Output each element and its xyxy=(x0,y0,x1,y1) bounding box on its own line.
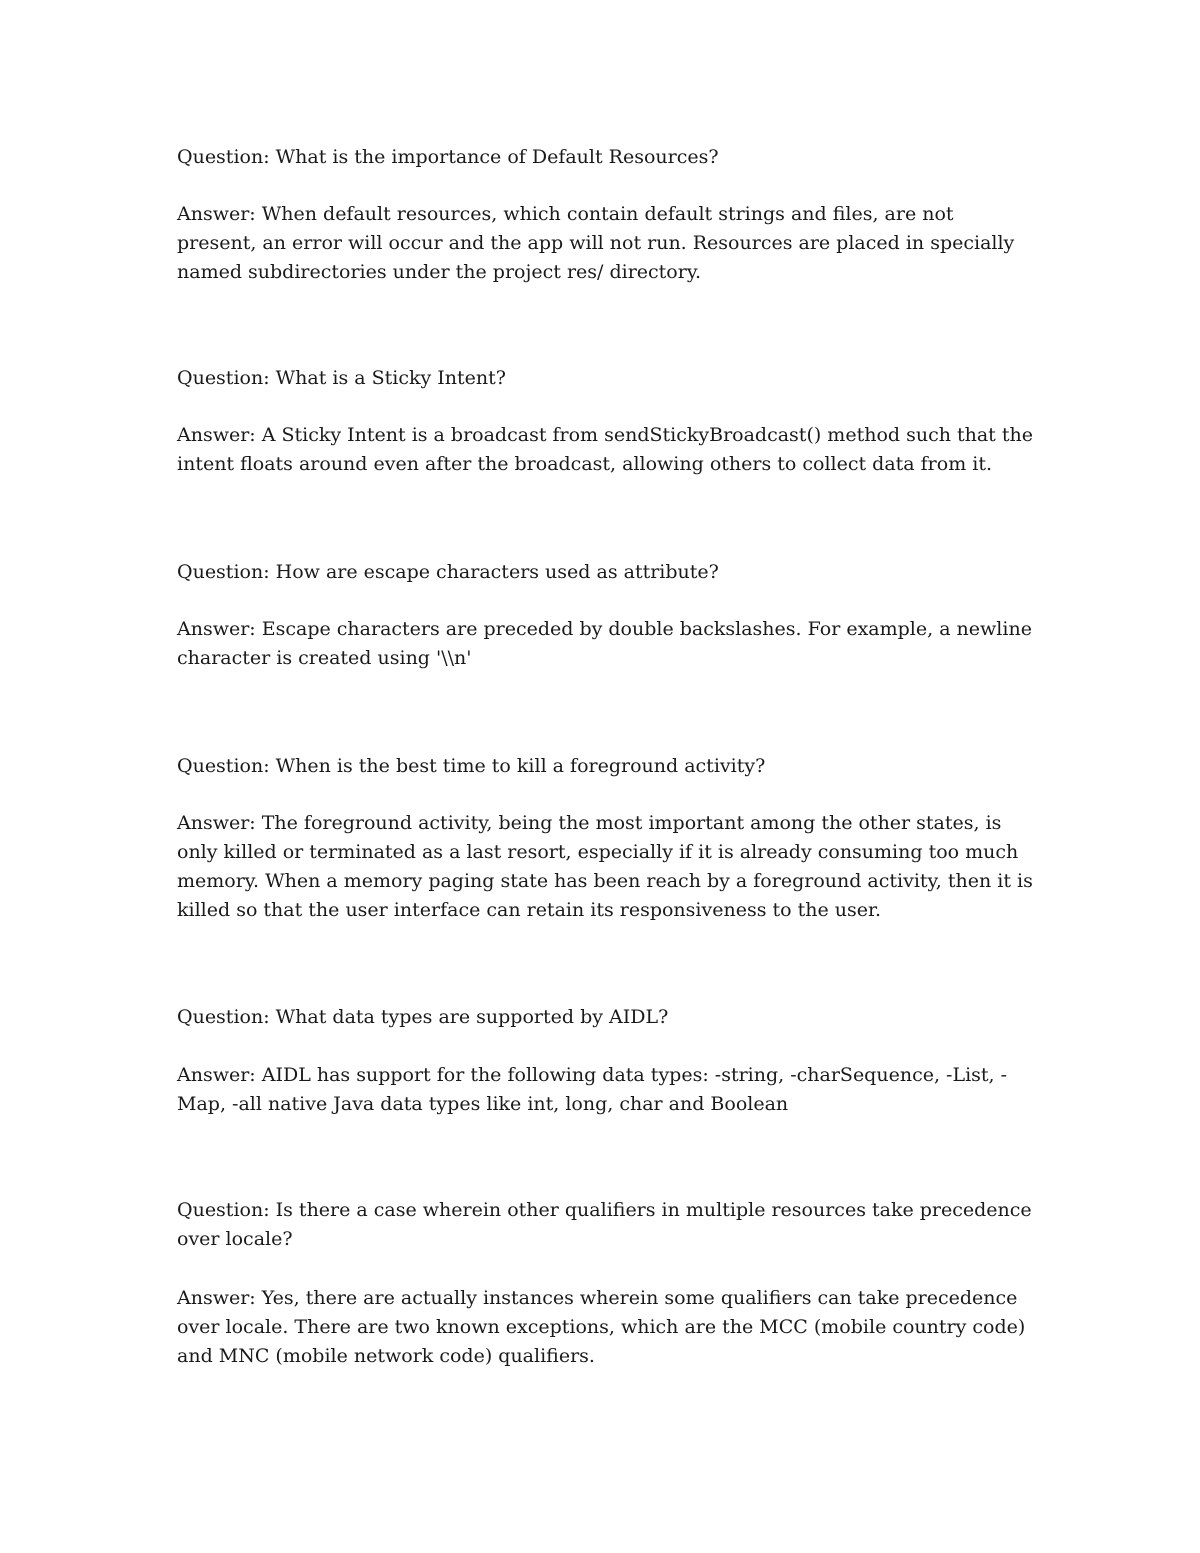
question-text: Question: What data types are supported by AIDL? xyxy=(177,1006,669,1028)
question-text: Question: Is there a case wherein other qualifiers in multiple resources take precedence over locale? xyxy=(177,1199,1032,1250)
answer-text: Answer: A Sticky Intent is a broadcast from sendStickyBroadcast() method such that the intent floats around even after the broadcast, allowing others to collect data from it. xyxy=(177,424,1033,475)
question-text: Question: When is the best time to kill a foreground activity? xyxy=(177,755,766,777)
question-text: Question: What is a Sticky Intent? xyxy=(177,367,506,389)
answer-text: Answer: AIDL has support for the following data types: -string, -charSequence, -List, -Map, -all native Java data types like int, long, char and Boolean xyxy=(177,1064,1008,1115)
question-text: Question: What is the importance of Default Resources? xyxy=(177,146,719,168)
question-text: Question: How are escape characters used as attribute? xyxy=(177,561,719,583)
answer-text: Answer: Yes, there are actually instances wherein some qualifiers can take precedence over locale. There are two known exceptions, which are the MCC (mobile country code) and MNC (mobile network code) qualifiers. xyxy=(177,1287,1026,1367)
answer-text: Answer: The foreground activity, being the most important among the other states, is only killed or terminated as a last resort, especially if it is already consuming too much memory. When a memory paging state has been reach by a foreground activity, then it is killed so that the user interface can retain its responsiveness to the user. xyxy=(177,812,1033,921)
answer-text: Answer: Escape characters are preceded by double backslashes. For example, a newline character is created using '\\n' xyxy=(177,618,1032,669)
answer-text: Answer: When default resources, which contain default strings and files, are not present, an error will occur and the app will not run. Resources are placed in specially named subdirectories under the project res/ directory. xyxy=(177,203,1015,283)
